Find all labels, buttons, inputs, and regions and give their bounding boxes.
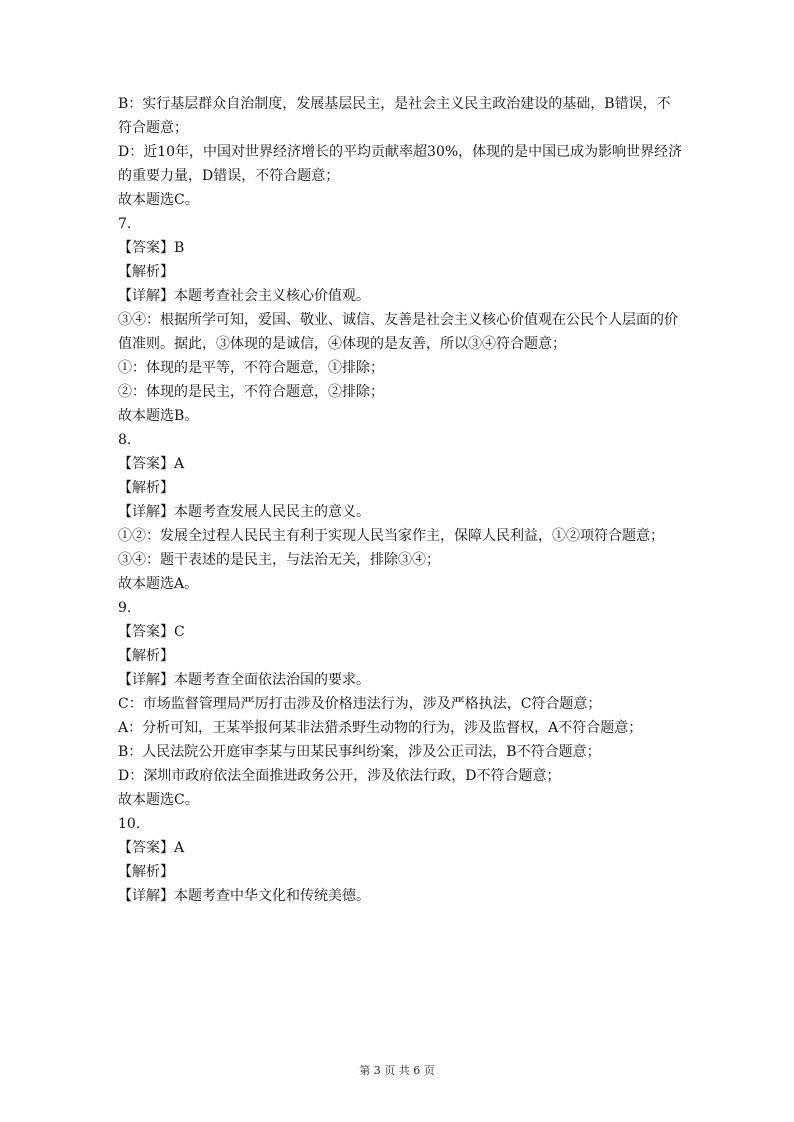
document-body — [118, 92, 683, 908]
page-footer: 第 3 页 共 6 页 — [359, 1064, 435, 1077]
analysis-heading: 【解析】 — [118, 480, 174, 496]
text-line: B：实行基层群众自治制度，发展基层民主，是社会主义民主政治建设的基础，B错误，不 — [118, 96, 671, 112]
text-line: ①：体现的是平等，不符合题意，①排除； — [118, 360, 384, 376]
text-line: ①②：发展全过程人民民主有利于实现人民当家作主，保障人民利益，①②项符合题意； — [118, 528, 664, 544]
detail-line: 【详解】本题考查发展人民民主的意义。 — [118, 504, 370, 520]
text-line: 故本题选A。 — [118, 576, 199, 592]
answer-line: 【答案】C — [118, 624, 185, 640]
question-number: 8. — [118, 432, 132, 448]
text-line: ③④：题干表述的是民主，与法治无关，排除③④； — [118, 552, 440, 568]
analysis-heading: 【解析】 — [118, 648, 174, 664]
text-line: 故本题选B。 — [118, 408, 199, 424]
text-line: C：市场监督管理局严厉打击涉及价格违法行为，涉及严格执法，C符合题意； — [118, 696, 602, 712]
detail-line: 【详解】本题考查中华文化和传统美德。 — [118, 888, 370, 904]
answer-line: 【答案】B — [118, 240, 185, 256]
text-line: B：人民法院公开庭审李某与田某民事纠纷案，涉及公正司法，B不符合题意； — [118, 744, 601, 760]
text-line: A：分析可知，王某举报何某非法猎杀野生动物的行为，涉及监督权，A不符合题意； — [118, 720, 643, 736]
analysis-heading: 【解析】 — [118, 264, 174, 280]
text-line: 故本题选C。 — [118, 192, 199, 208]
text-line: 故本题选C。 — [118, 792, 199, 808]
analysis-heading: 【解析】 — [118, 864, 174, 880]
text-line: D：深圳市政府依法全面推进政务公开，涉及依法行政，D不符合题意； — [118, 768, 561, 784]
text-line: 值准则。据此，③体现的是诚信，④体现的是友善，所以③④符合题意； — [118, 336, 566, 352]
text-line: D：近10年，中国对世界经济增长的平均贡献率超30%，体现的是中国已成为影响世界经济 — [118, 144, 683, 160]
text-line: ③④：根据所学可知，爱国、敬业、诚信、友善是社会主义核心价值观在公民个人层面的价 — [118, 312, 678, 328]
answer-line: 【答案】A — [118, 840, 185, 856]
question-number: 10. — [118, 816, 141, 832]
text-line: 符合题意； — [118, 120, 188, 136]
detail-line: 【详解】本题考查社会主义核心价值观。 — [118, 288, 370, 304]
detail-line: 【详解】本题考查全面依法治国的要求。 — [118, 672, 370, 688]
question-number: 7. — [118, 216, 132, 232]
text-line: 的重要力量，D错误，不符合题意； — [118, 168, 340, 184]
question-number: 9. — [118, 600, 132, 616]
answer-line: 【答案】A — [118, 456, 185, 472]
text-line: ②：体现的是民主，不符合题意，②排除； — [118, 384, 384, 400]
